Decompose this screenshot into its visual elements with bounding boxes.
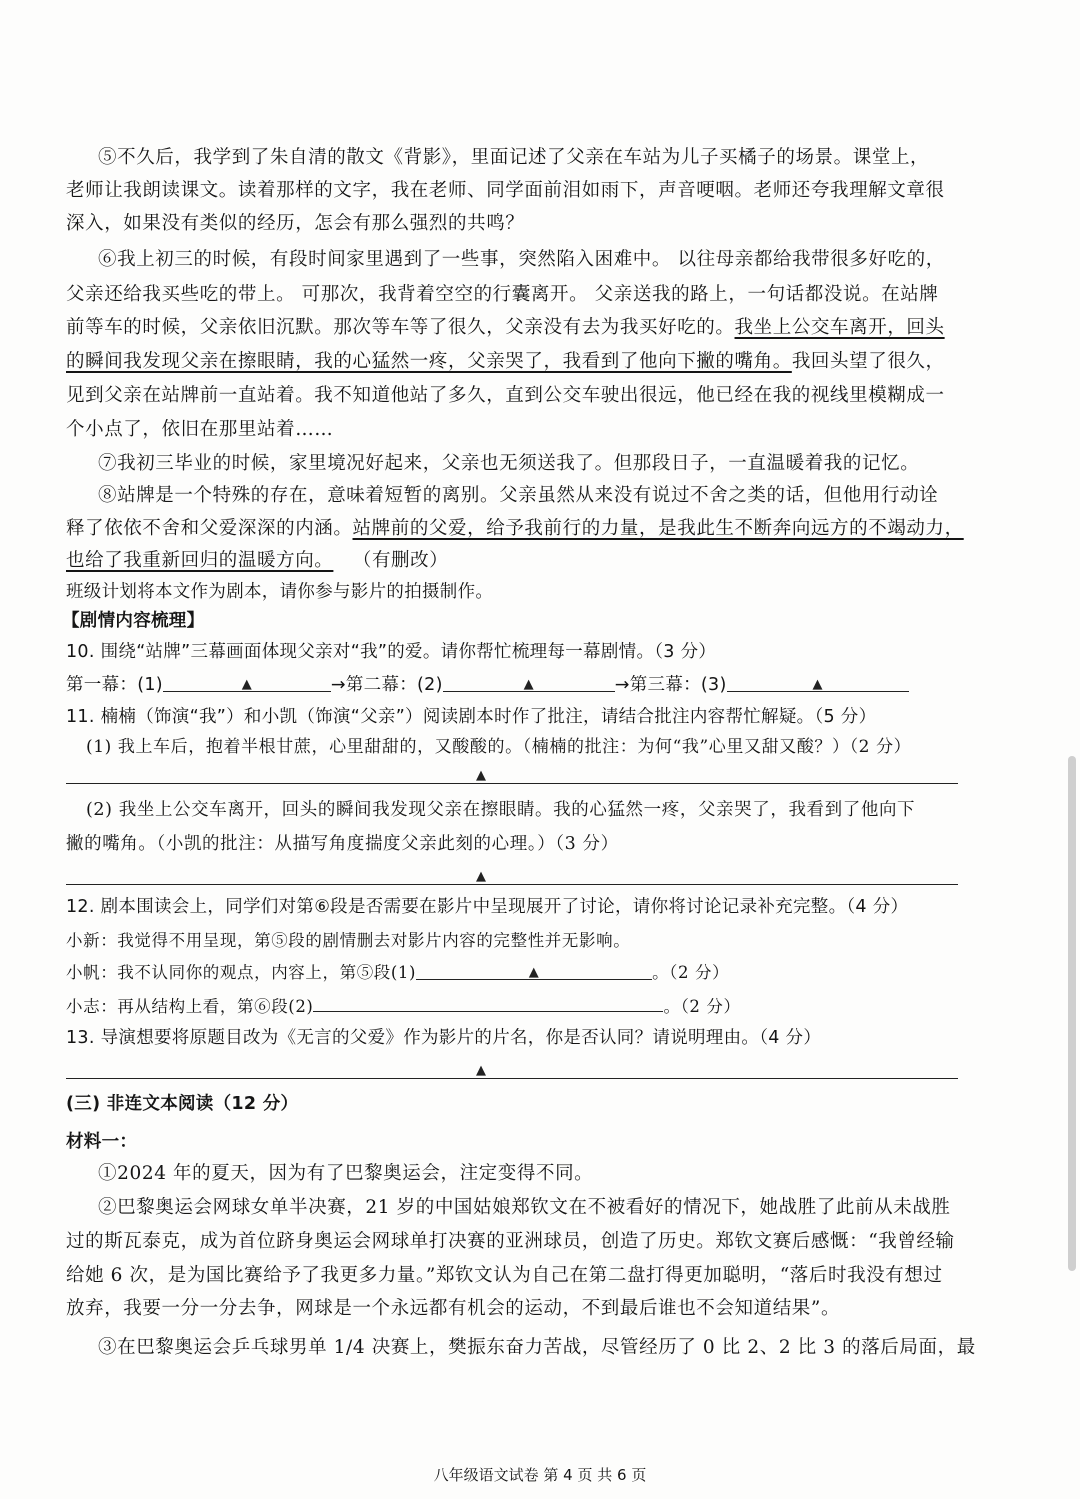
q12-xiaofan-row — [66, 961, 946, 985]
scene3-answer-blank[interactable] — [727, 673, 909, 692]
passage-p6-line5: 见到父亲在站牌前一直站着。我不知道他站了多久，直到公交车驶出很远，他已经在我的视线里模糊成一 — [66, 385, 945, 406]
answer-triangle-icon: ▲ — [476, 768, 486, 783]
answer-triangle-icon: ▲ — [241, 677, 253, 692]
scene2-answer-blank[interactable] — [443, 673, 615, 692]
q12-blank-1[interactable] — [416, 961, 652, 980]
passage-p8-line2 — [66, 517, 964, 541]
question-11: 11. 楠楠（饰演“我”）和小凯（饰演“父亲”）阅读剧本时作了批注，请结合批注内容帮忙解疑。（5 分） — [66, 707, 877, 727]
task-intro: 班级计划将本文作为剧本，请你参与影片的拍摄制作。 — [66, 582, 494, 602]
material-p2-line1: ②巴黎奥运会网球女单半决赛，21 岁的中国姑娘郑钦文在不被看好的情况下，她战胜了此前从未战胜 — [98, 1197, 951, 1218]
q12-xiaozhi-score: 。（2 分） — [663, 997, 741, 1016]
question-13: 13. 导演想要将原题目改为《无言的父爱》作为影片的片名，你是否认同？请说明理由。（4 分） — [66, 1028, 822, 1048]
scene1-label: 第一幕：(1) — [66, 675, 163, 695]
q12-blank-2[interactable] — [313, 993, 663, 1012]
scene1-answer-blank[interactable] — [163, 673, 331, 692]
material-p2-line2: 过的斯瓦泰克，成为首位跻身奥运会网球单打决赛的亚洲球员，创造了历史。郑钦文赛后感慨：“我曾经输 — [66, 1231, 955, 1252]
material-p2-line4: 放弃，我要一分一分去争，网球是一个永远都有机会的运动，不到最后谁也不会知道结果”。 — [66, 1298, 841, 1319]
material-p1: ①2024 年的夏天，因为有了巴黎奥运会，注定变得不同。 — [98, 1163, 594, 1184]
passage-p5-line2: 老师让我朗读课文。读着那样的文字，我在老师、同学面前泪如雨下，声音哽咽。老师还夸我理解文章很 — [66, 180, 945, 201]
underlined-sentence-part1: 我坐上公交车离开，回头 — [734, 317, 945, 338]
passage-p8-line1: ⑧站牌是一个特殊的存在，意味着短暂的离别。父亲虽然从来没有说过不舍之类的话，但他用行动诠 — [98, 485, 939, 506]
passage-p5-line3: 深入，如果没有类似的经历，怎会有那么强烈的共鸣？ — [66, 213, 525, 234]
passage-p6-line4 — [66, 350, 946, 374]
passage-p8-line2-plain: 释了依依不舍和父爱深深的内涵。 — [66, 518, 353, 539]
underlined-sentence-p8-part2: 也给了我重新回归的温暖方向。 — [66, 550, 334, 571]
material-p2-line3: 给她 6 次，是为国比赛给予了我更多力量。”郑钦文认为自己在第二盘打得更加聪明，“落后时我没有想过 — [66, 1265, 943, 1286]
answer-triangle-icon: ▲ — [523, 677, 534, 692]
question-10: 10. 围绕“站牌”三幕画面体现父亲对“我”的爱。请你帮忙梳理每一幕剧情。（3 分） — [66, 642, 717, 662]
answer-triangle-icon: ▲ — [812, 677, 823, 692]
passage-p5-line1: ⑤不久后，我学到了朱自清的散文《背影》，里面记述了父亲在车站为儿子买橘子的场景。课堂上， — [98, 147, 930, 168]
question-12: 12. 剧本围读会上，同学们对第⑥段是否需要在影片中呈现展开了讨论，请你将讨论记录补充完整。（4 分） — [66, 897, 909, 917]
q11-sub2-answer-line[interactable] — [66, 866, 958, 885]
q10-answer-row — [66, 673, 946, 697]
q12-xiaofan-text: 小帆：我不认同你的观点，内容上，第⑤段(1) — [66, 963, 417, 982]
answer-triangle-icon: ▲ — [528, 965, 540, 980]
passage-p6-line3 — [66, 316, 946, 340]
passage-p7: ⑦我初三毕业的时候，家里境况好起来，父亲也无须送我了。但那段日子，一直温暖着我的记忆。 — [98, 453, 920, 474]
material-p3-line1: ③在巴黎奥运会乒乓球男单 1/4 决赛上，樊振东奋力苦战，尽管经历了 0 比 2、2 比 3 的落后局面，最 — [98, 1337, 976, 1358]
answer-triangle-icon: ▲ — [476, 1063, 486, 1078]
abridged-note: （有删改） — [352, 550, 449, 571]
passage-p6-line6: 个小点了，依旧在那里站着…… — [66, 419, 334, 440]
underlined-sentence-p8-part1: 站牌前的父爱，给予我前行的力量，是我此生不断奔向远方的不竭动力， — [352, 518, 964, 539]
answer-triangle-icon: ▲ — [476, 869, 486, 884]
passage-p8-line3 — [66, 549, 946, 573]
q13-answer-line[interactable] — [66, 1060, 958, 1079]
section-heading: 【剧情内容梳理】 — [62, 611, 205, 631]
q12-xiaozhi-text: 小志：再从结构上看，第⑥段(2) — [66, 997, 314, 1016]
page-footer: 八年级语文试卷 第 4 页 共 6 页 — [433, 1466, 647, 1484]
q12-xiaofan-score: 。（2 分） — [652, 963, 730, 982]
material-one-label: 材料一： — [66, 1132, 138, 1152]
q11-sub1-answer-line[interactable] — [66, 765, 958, 784]
underlined-sentence-part2: 的瞬间我发现父亲在擦眼睛，我的心猛然一疼，父亲哭了，我看到了他向下撇的嘴角。 — [66, 351, 792, 372]
q12-xiaozhi-row — [66, 993, 946, 1019]
q12-xiaoxin: 小新：我觉得不用呈现，第⑤段的剧情删去对影片内容的完整性并无影响。 — [66, 931, 631, 950]
q11-sub2-line2: 撇的嘴角。（小凯的批注：从描写角度揣度父亲此刻的心理。）（3 分） — [66, 834, 619, 854]
passage-p6-line2: 父亲还给我买些吃的带上。 可那次，我背着空空的行囊离开。 父亲送我的路上，一句话都没说。在站牌 — [66, 284, 939, 305]
scene2-label: →第二幕：(2) — [330, 675, 443, 695]
passage-p6-line4-plain: 我回头望了很久， — [791, 351, 945, 372]
q11-sub2-line1: (2) 我坐上公交车离开，回头的瞬间我发现父亲在擦眼睛。我的心猛然一疼，父亲哭了，我看到了他向下 — [86, 800, 916, 820]
part3-heading: (三) 非连文本阅读（12 分） — [66, 1094, 299, 1114]
passage-p6-line3-plain: 前等车的时候，父亲依旧沉默。那次等车等了很久，父亲没有去为我买好吃的。 — [66, 317, 735, 338]
scene3-label: →第三幕：(3) — [614, 675, 727, 695]
passage-p6-line1: ⑥我上初三的时候，有段时间家里遇到了一些事，突然陷入困难中。 以往母亲都给我带很多好吃的， — [98, 249, 945, 270]
q11-sub1: (1) 我上车后，抱着半根甘蔗，心里甜甜的，又酸酸的。（楠楠的批注：为何“我”心里又甜又酸？）（2 分） — [86, 737, 912, 757]
scrollbar[interactable] — [1068, 756, 1076, 1271]
